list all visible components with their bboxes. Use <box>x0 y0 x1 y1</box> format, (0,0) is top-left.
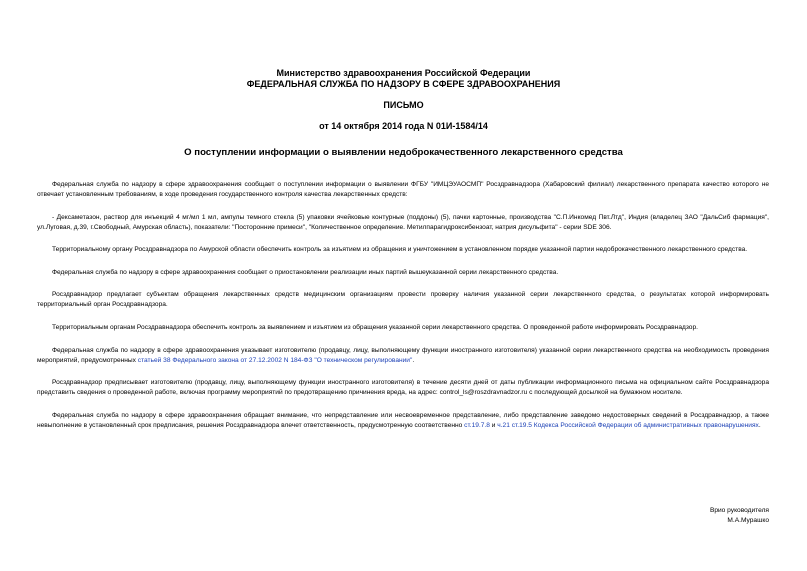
paragraph-6: Территориальным органам Росздравнадзора обеспечить контроль за выявлением и изъятием из обращения указанной серии лекарственного средства. О проведенной работе информировать Росздравнадзор. <box>52 323 698 331</box>
koap-article-19-5-link[interactable]: ч.21 ст.19.5 Кодекса Российской Федерации об административных правонарушениях <box>497 421 759 429</box>
document-date-number: от 14 октября 2014 года N 01И-1584/14 <box>319 121 488 131</box>
law-38-link[interactable]: статьей 38 Федерального закона от 27.12.2002 N 184-ФЗ "О техническом регулировании" <box>137 356 413 364</box>
signatory-title: Врио руководителя <box>709 507 769 514</box>
paragraph-2: - Дексаметазон, раствор для инъекций 4 мг/мл 1 мл, ампулы темного стекла (5) упаковки ячейковые контурные (поддоны) (5), пачки картонные, производства "С.П.Инкомед Пвт.Лтд", Индия (владелец ЗАО "ДальСиб фармация", ул.Луговая, д.39, г.Свободный, Амурская область), показатели: "Посторонние примеси", "Количественное определение. Метилпарагидроксибензоат, натрия дисульфита" - серии SDE 306. <box>37 213 769 231</box>
service-name: ФЕДЕРАЛЬНАЯ СЛУЖБА ПО НАДЗОРУ В СФЕРЕ ЗДРАВООХРАНЕНИЯ <box>246 79 561 89</box>
paragraph-9-end: . <box>758 421 761 429</box>
paragraph-8: Росздравнадзор предписывает изготовителю (продавцу, лицу, выполняющему функции иностранного изготовителя) в течение десяти дней от даты публикации информационного письма на официальном сайте Росздравнадзора представить сведения о проведенной работе, включая программу мероприятий по предотвращению причинения вреда, на адрес: control_ls@roszdravnadzor.ru с последующей досылкой на бумажном носителе. <box>37 379 769 397</box>
paragraph-7-text: Федеральная служба по надзору в сфере здравоохранения указывает изготовителю (продавцу, лицу, выполняющему функции иностранного изготовителя) указанной серии лекарственного средства на необходимость проведения мероприятий, предусмотренных <box>37 346 769 364</box>
paragraph-7 <box>37 346 769 366</box>
paragraph-9-mid: и <box>489 421 498 429</box>
paragraph-3: Территориальному органу Росздравнадзора по Амурской области обеспечить контроль за изъятием из обращения и уничтожением в установленном порядке указанной партии недоброкачественного лекарственного средства. <box>52 246 748 254</box>
ministry-name: Министерство здравоохранения Российской Федерации <box>276 68 531 78</box>
paragraph-7-end: . <box>412 356 415 364</box>
document-type: ПИСЬМО <box>383 100 424 110</box>
paragraph-9 <box>37 411 769 431</box>
paragraph-1: Федеральная служба по надзору в сфере здравоохранения сообщает о поступлении информации о выявлении ФГБУ "ИМЦЭУАОСМП" Росздравнадзора (Хабаровский филиал) лекарственного препарата качество которого не отвечает установленным требованиям, в ходе проведения государственного контроля качества лекарственных средств: <box>37 181 769 198</box>
document-subject: О поступлении информации о выявлении недоброкачественного лекарственного средства <box>184 147 623 158</box>
paragraph-4: Федеральная служба по надзору в сфере здравоохранения сообщает о приостановлении реализации иных партий вышеуказанной серии лекарственного средства. <box>52 268 559 276</box>
paragraph-5: Росздравнадзор предлагает субъектам обращения лекарственных средств медицинским организациям провести проверку наличия указанной серии лекарственного средства, о результатах которой информировать территориальный орган Росздравнадзора. <box>37 291 769 309</box>
paragraph-9-text: Федеральная служба по надзору в сфере здравоохранения обращает внимание, что непредставление или несвоевременное представление, либо представление заведомо недостоверных сведений в Росздравнадзор, а также невыполнение в установленный срок предписания, решения Росздравнадзора влечет ответственность, предусмотренную соответственно <box>37 411 769 429</box>
document-body <box>37 180 769 443</box>
signatory-name: М.А.Мурашко <box>727 517 769 524</box>
article-19-7-8-link[interactable]: ст.19.7.8 <box>464 421 490 429</box>
